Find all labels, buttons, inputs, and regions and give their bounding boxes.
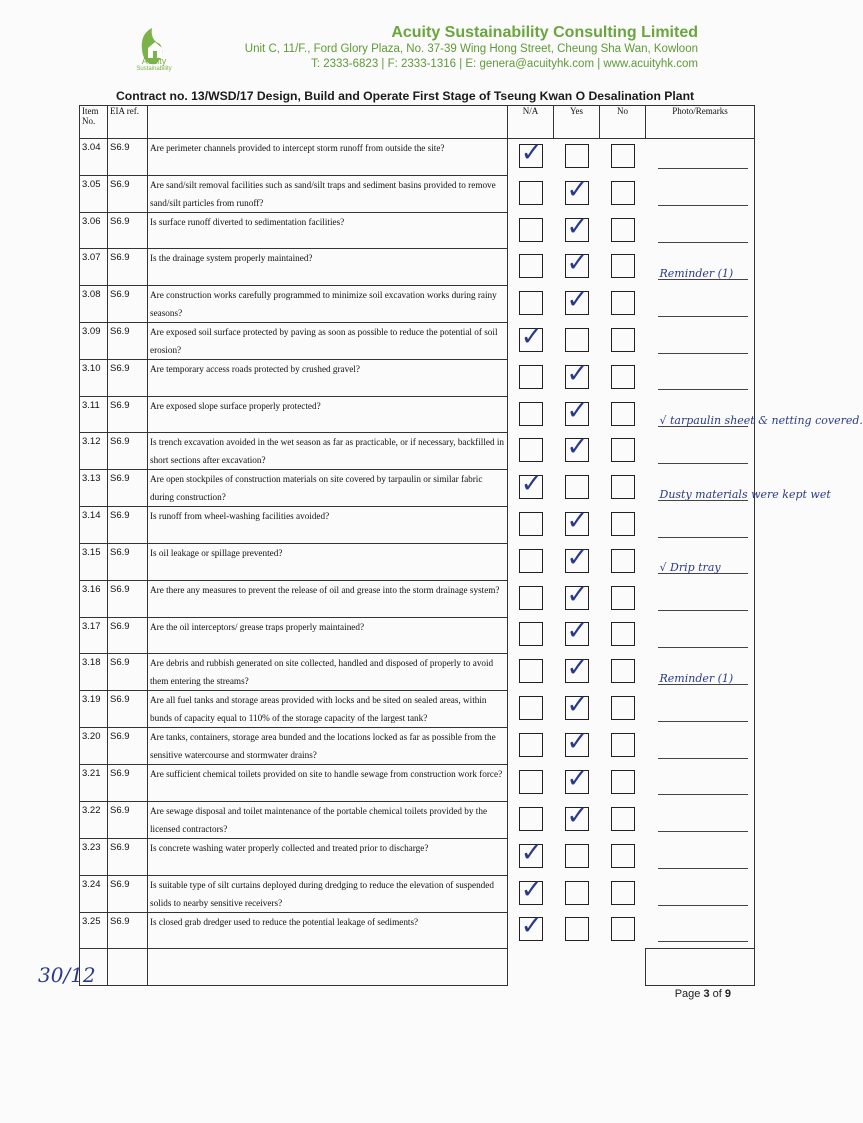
no-checkbox[interactable] — [611, 807, 635, 831]
remarks-cell — [646, 580, 755, 617]
yes-checkbox[interactable] — [565, 586, 589, 610]
item-number: 3.13 — [80, 470, 108, 507]
yes-checkbox[interactable] — [565, 144, 589, 168]
question-text: Is closed grab dredger used to reduce the potential leakage of sediments? — [148, 912, 508, 949]
remarks-line[interactable] — [658, 919, 749, 942]
na-checkbox-cell — [508, 396, 554, 433]
no-checkbox-cell — [600, 728, 646, 765]
table-row — [80, 175, 755, 212]
no-checkbox[interactable] — [611, 365, 635, 389]
yes-checkbox-cell — [554, 875, 600, 912]
eia-ref: S6.9 — [108, 801, 148, 838]
table-row — [80, 507, 755, 544]
question-text: Is the drainage system properly maintained? — [148, 249, 508, 286]
no-checkbox-cell — [600, 286, 646, 323]
question-text: Are perimeter channels provided to intercept storm runoff from outside the site? — [148, 139, 508, 176]
no-checkbox-cell — [600, 396, 646, 433]
yes-checkbox-cell — [554, 286, 600, 323]
no-checkbox-cell — [600, 912, 646, 949]
no-checkbox[interactable] — [611, 696, 635, 720]
table-row — [80, 396, 755, 433]
yes-checkbox-cell — [554, 691, 600, 728]
remarks-line[interactable] — [658, 441, 749, 464]
remarks-line[interactable] — [658, 883, 749, 906]
handwritten-remark: Reminder (1) — [659, 266, 734, 280]
item-number: 3.23 — [80, 838, 108, 875]
na-checkbox[interactable] — [519, 181, 543, 205]
no-checkbox-cell — [600, 249, 646, 286]
question-text: Is oil leakage or spillage prevented? — [148, 544, 508, 581]
question-text: Are exposed soil surface protected by paving as soon as possible to reduce the potential of soil erosion? — [148, 323, 508, 360]
no-checkbox[interactable] — [611, 144, 635, 168]
table-row — [80, 323, 755, 360]
na-checkbox[interactable] — [519, 512, 543, 536]
item-number: 3.21 — [80, 765, 108, 802]
question-text: Is suitable type of silt curtains deployed during dredging to reduce the elevation of suspended solids to nearby sensitive receivers? — [148, 875, 508, 912]
item-number: 3.10 — [80, 360, 108, 397]
remarks-cell — [646, 765, 755, 802]
question-text: Is runoff from wheel-washing facilities avoided? — [148, 507, 508, 544]
item-number: 3.17 — [80, 617, 108, 654]
item-number: 3.25 — [80, 912, 108, 949]
remarks-cell — [646, 396, 863, 433]
item-number: 3.08 — [80, 286, 108, 323]
question-text: Is trench excavation avoided in the wet season as far as practicable, or if necessary, backfilled in short sections after excavation? — [148, 433, 508, 470]
na-checkbox[interactable] — [519, 659, 543, 683]
table-row — [80, 691, 755, 728]
remarks-line[interactable] — [658, 551, 749, 574]
na-checkbox[interactable] — [519, 291, 543, 315]
na-checkbox-cell — [508, 875, 554, 912]
na-checkbox[interactable] — [519, 770, 543, 794]
no-checkbox[interactable] — [611, 218, 635, 242]
remarks-cell — [646, 654, 755, 691]
no-checkbox[interactable] — [611, 438, 635, 462]
eia-ref: S6.9 — [108, 617, 148, 654]
no-checkbox-cell — [600, 691, 646, 728]
yes-checkbox[interactable] — [565, 254, 589, 278]
remarks-cell — [646, 249, 755, 286]
remarks-cell — [646, 286, 755, 323]
yes-checkbox[interactable] — [565, 807, 589, 831]
col-na: N/A — [508, 106, 554, 139]
na-checkbox[interactable] — [519, 586, 543, 610]
no-checkbox-cell — [600, 838, 646, 875]
na-checkbox-cell — [508, 654, 554, 691]
eia-ref: S6.9 — [108, 728, 148, 765]
remarks-cell — [646, 212, 755, 249]
remarks-line[interactable] — [658, 625, 749, 648]
remarks-line[interactable] — [658, 367, 749, 390]
yes-checkbox[interactable] — [565, 622, 589, 646]
na-checkbox-cell — [508, 470, 554, 507]
table-row — [80, 212, 755, 249]
yes-checkbox-cell — [554, 470, 600, 507]
logo-text: Acuity Sustainability — [136, 56, 172, 72]
na-checkbox-cell — [508, 507, 554, 544]
na-checkbox[interactable] — [519, 622, 543, 646]
question-text: Are exposed slope surface properly protected? — [148, 396, 508, 433]
eia-ref: S6.9 — [108, 212, 148, 249]
yes-checkbox[interactable] — [565, 549, 589, 573]
no-checkbox-cell — [600, 617, 646, 654]
na-checkbox[interactable] — [519, 917, 543, 941]
remarks-line[interactable] — [658, 809, 749, 832]
yes-checkbox[interactable] — [565, 218, 589, 242]
eia-ref: S6.9 — [108, 580, 148, 617]
table-row — [80, 249, 755, 286]
no-checkbox[interactable] — [611, 181, 635, 205]
yes-checkbox[interactable] — [565, 659, 589, 683]
col-eia-ref: EIA ref. — [108, 106, 148, 139]
table-row — [80, 470, 755, 507]
company-header — [245, 24, 698, 72]
no-checkbox-cell — [600, 175, 646, 212]
spacer-cell — [600, 949, 646, 986]
no-checkbox[interactable] — [611, 328, 635, 352]
item-number: 3.05 — [80, 175, 108, 212]
yes-checkbox[interactable] — [565, 881, 589, 905]
item-number: 3.06 — [80, 212, 108, 249]
col-no: No — [600, 106, 646, 139]
eia-ref: S6.9 — [108, 875, 148, 912]
yes-checkbox[interactable] — [565, 917, 589, 941]
spacer-cell — [508, 949, 554, 986]
col-yes: Yes — [554, 106, 600, 139]
remarks-line[interactable] — [658, 257, 749, 280]
no-checkbox[interactable] — [611, 917, 635, 941]
item-number: 3.19 — [80, 691, 108, 728]
question-text: Are debris and rubbish generated on site collected, handled and disposed of properly to avoid them entering the streams? — [148, 654, 508, 691]
na-checkbox[interactable] — [519, 438, 543, 462]
eia-ref: S6.9 — [108, 175, 148, 212]
company-contact: T: 2333-6823 | F: 2333-1316 | E: genera@acuityhk.com | www.acuityhk.com — [311, 58, 698, 70]
na-checkbox-cell — [508, 360, 554, 397]
remarks-cell — [646, 175, 755, 212]
yes-checkbox-cell — [554, 249, 600, 286]
remarks-cell — [646, 507, 755, 544]
table-row — [80, 544, 755, 581]
remarks-cell — [646, 838, 755, 875]
company-name: Acuity Sustainability Consulting Limited — [391, 24, 698, 41]
table-row — [80, 765, 755, 802]
no-checkbox-cell — [600, 433, 646, 470]
remarks-line[interactable] — [658, 588, 749, 611]
no-checkbox[interactable] — [611, 291, 635, 315]
yes-checkbox[interactable] — [565, 291, 589, 315]
item-number: 3.15 — [80, 544, 108, 581]
yes-checkbox[interactable] — [565, 328, 589, 352]
yes-checkbox-cell — [554, 654, 600, 691]
table-row — [80, 912, 755, 949]
table-row — [80, 580, 755, 617]
yes-checkbox-cell — [554, 507, 600, 544]
na-checkbox[interactable] — [519, 733, 543, 757]
table-row — [80, 838, 755, 875]
table-row — [80, 801, 755, 838]
table-row — [80, 617, 755, 654]
no-checkbox-cell — [600, 323, 646, 360]
item-number: 3.12 — [80, 433, 108, 470]
eia-ref: S6.9 — [108, 838, 148, 875]
eia-ref: S6.9 — [108, 433, 148, 470]
na-checkbox[interactable] — [519, 549, 543, 573]
question-text: Are sewage disposal and toilet maintenance of the portable chemical toilets provided by the licensed contractors? — [148, 801, 508, 838]
no-checkbox[interactable] — [611, 475, 635, 499]
item-number: 3.24 — [80, 875, 108, 912]
question-text: Are all fuel tanks and storage areas provided with locks and be sited on sealed areas, within bunds of capacity equal to 110% of the storage capacity of the largest tank? — [148, 691, 508, 728]
eia-ref: S6.9 — [108, 912, 148, 949]
remarks-line[interactable] — [658, 294, 749, 317]
remarks-cell — [646, 728, 755, 765]
no-checkbox-cell — [600, 544, 646, 581]
remarks-cell — [646, 323, 755, 360]
yes-checkbox-cell — [554, 912, 600, 949]
na-checkbox[interactable] — [519, 144, 543, 168]
remarks-line[interactable] — [658, 736, 749, 759]
eia-ref: S6.9 — [108, 360, 148, 397]
no-checkbox[interactable] — [611, 254, 635, 278]
yes-checkbox-cell — [554, 544, 600, 581]
yes-checkbox[interactable] — [565, 696, 589, 720]
yes-checkbox-cell — [554, 728, 600, 765]
remarks-line[interactable] — [658, 662, 749, 685]
eia-ref: S6.9 — [108, 765, 148, 802]
na-checkbox[interactable] — [519, 402, 543, 426]
remarks-line[interactable] — [658, 515, 749, 538]
question-text: Is concrete washing water properly collected and treated prior to discharge? — [148, 838, 508, 875]
yes-checkbox-cell — [554, 617, 600, 654]
yes-checkbox[interactable] — [565, 438, 589, 462]
remarks-line[interactable] — [658, 699, 749, 722]
remarks-cell — [646, 360, 755, 397]
na-checkbox[interactable] — [519, 328, 543, 352]
na-checkbox-cell — [508, 728, 554, 765]
na-checkbox[interactable] — [519, 696, 543, 720]
remarks-cell — [646, 544, 755, 581]
yes-checkbox[interactable] — [565, 733, 589, 757]
eia-ref: S6.9 — [108, 396, 148, 433]
na-checkbox-cell — [508, 838, 554, 875]
handwritten-remark: √ tarpaulin sheet & netting covered. — [659, 413, 863, 427]
item-number: 3.16 — [80, 580, 108, 617]
checklist-table — [79, 105, 863, 986]
na-checkbox[interactable] — [519, 365, 543, 389]
item-number: 3.07 — [80, 249, 108, 286]
remarks-line[interactable] — [658, 183, 749, 206]
no-checkbox-cell — [600, 470, 646, 507]
na-checkbox[interactable] — [519, 844, 543, 868]
yes-checkbox-cell — [554, 323, 600, 360]
table-row — [80, 360, 755, 397]
na-checkbox-cell — [508, 691, 554, 728]
na-checkbox-cell — [508, 249, 554, 286]
remarks-cell — [646, 139, 755, 176]
question-text: Are open stockpiles of construction materials on site covered by tarpaulin or similar fabric during construction? — [148, 470, 508, 507]
yes-checkbox-cell — [554, 139, 600, 176]
remarks-cell — [646, 801, 755, 838]
remarks-cell — [646, 617, 755, 654]
remarks-cell — [646, 691, 755, 728]
table-row — [80, 286, 755, 323]
remarks-line[interactable] — [658, 331, 749, 354]
table-spacer-row — [80, 949, 755, 986]
no-checkbox[interactable] — [611, 622, 635, 646]
no-checkbox-cell — [600, 875, 646, 912]
na-checkbox-cell — [508, 212, 554, 249]
na-checkbox-cell — [508, 433, 554, 470]
eia-ref: S6.9 — [108, 286, 148, 323]
table-row — [80, 139, 755, 176]
yes-checkbox-cell — [554, 801, 600, 838]
yes-checkbox-cell — [554, 396, 600, 433]
no-checkbox[interactable] — [611, 844, 635, 868]
na-checkbox[interactable] — [519, 881, 543, 905]
eia-ref: S6.9 — [108, 544, 148, 581]
yes-checkbox-cell — [554, 360, 600, 397]
yes-checkbox[interactable] — [565, 512, 589, 536]
no-checkbox[interactable] — [611, 512, 635, 536]
spacer-cell — [646, 949, 755, 986]
na-checkbox-cell — [508, 286, 554, 323]
na-checkbox-cell — [508, 912, 554, 949]
remarks-cell — [646, 433, 755, 470]
question-text: Are the oil interceptors/ grease traps properly maintained? — [148, 617, 508, 654]
question-text: Are tanks, containers, storage area bunded and the locations locked as far as possible from the sensitive watercourse and stormwater drains? — [148, 728, 508, 765]
na-checkbox[interactable] — [519, 218, 543, 242]
remarks-cell — [646, 875, 755, 912]
na-checkbox-cell — [508, 801, 554, 838]
remarks-line[interactable] — [658, 404, 863, 427]
remarks-cell — [646, 470, 831, 507]
question-text: Is surface runoff diverted to sedimentation facilities? — [148, 212, 508, 249]
table-header-row — [80, 106, 755, 139]
handwritten-date: 30/12 — [38, 963, 96, 987]
eia-ref: S6.9 — [108, 249, 148, 286]
spacer-cell — [108, 949, 148, 986]
question-text: Are sand/silt removal facilities such as sand/silt traps and sediment basins provided to remove sand/silt particles from runoff? — [148, 175, 508, 212]
remarks-line[interactable] — [658, 146, 749, 169]
eia-ref: S6.9 — [108, 507, 148, 544]
question-text: Are temporary access roads protected by crushed gravel? — [148, 360, 508, 397]
col-item: Item No. — [80, 106, 108, 139]
yes-checkbox-cell — [554, 433, 600, 470]
na-checkbox-cell — [508, 617, 554, 654]
no-checkbox-cell — [600, 507, 646, 544]
yes-checkbox-cell — [554, 580, 600, 617]
no-checkbox[interactable] — [611, 402, 635, 426]
yes-checkbox[interactable] — [565, 475, 589, 499]
na-checkbox[interactable] — [519, 807, 543, 831]
na-checkbox[interactable] — [519, 475, 543, 499]
handwritten-remark: Reminder (1) — [659, 671, 734, 685]
item-number: 3.14 — [80, 507, 108, 544]
remarks-line[interactable] — [658, 772, 749, 795]
no-checkbox[interactable] — [611, 659, 635, 683]
no-checkbox-cell — [600, 360, 646, 397]
table-row — [80, 875, 755, 912]
yes-checkbox-cell — [554, 765, 600, 802]
no-checkbox-cell — [600, 801, 646, 838]
yes-checkbox-cell — [554, 838, 600, 875]
no-checkbox[interactable] — [611, 549, 635, 573]
eia-ref: S6.9 — [108, 654, 148, 691]
yes-checkbox[interactable] — [565, 770, 589, 794]
eia-ref: S6.9 — [108, 470, 148, 507]
question-text: Are sufficient chemical toilets provided on site to handle sewage from construction work force? — [148, 765, 508, 802]
item-number: 3.04 — [80, 139, 108, 176]
no-checkbox-cell — [600, 765, 646, 802]
spacer-cell — [148, 949, 508, 986]
item-number: 3.09 — [80, 323, 108, 360]
handwritten-remark: Dusty materials were kept wet — [659, 487, 831, 501]
yes-checkbox-cell — [554, 175, 600, 212]
no-checkbox[interactable] — [611, 733, 635, 757]
table-row — [80, 728, 755, 765]
eia-ref: S6.9 — [108, 139, 148, 176]
remarks-line[interactable] — [658, 220, 749, 243]
na-checkbox-cell — [508, 139, 554, 176]
no-checkbox-cell — [600, 139, 646, 176]
item-number: 3.11 — [80, 396, 108, 433]
remarks-line[interactable] — [658, 846, 749, 869]
remarks-line[interactable] — [658, 478, 831, 501]
eia-ref: S6.9 — [108, 323, 148, 360]
yes-checkbox-cell — [554, 212, 600, 249]
yes-checkbox[interactable] — [565, 844, 589, 868]
yes-checkbox[interactable] — [565, 402, 589, 426]
yes-checkbox[interactable] — [565, 181, 589, 205]
na-checkbox-cell — [508, 544, 554, 581]
na-checkbox-cell — [508, 175, 554, 212]
company-address: Unit C, 11/F., Ford Glory Plaza, No. 37-39 Wing Hong Street, Cheung Sha Wan, Kowloon — [244, 43, 698, 55]
item-number: 3.22 — [80, 801, 108, 838]
col-question — [148, 106, 508, 139]
no-checkbox[interactable] — [611, 881, 635, 905]
na-checkbox-cell — [508, 580, 554, 617]
handwritten-remark: √ Drip tray — [659, 561, 721, 575]
remarks-cell — [646, 912, 755, 949]
page-number: Page 3 of 9 — [674, 988, 731, 1000]
na-checkbox-cell — [508, 765, 554, 802]
table-row — [80, 433, 755, 470]
na-checkbox-cell — [508, 323, 554, 360]
no-checkbox[interactable] — [611, 770, 635, 794]
na-checkbox[interactable] — [519, 254, 543, 278]
contract-title: Contract no. 13/WSD/17 Design, Build and Operate First Stage of Tseung Kwan O Desalination Plant — [116, 89, 695, 103]
table-row — [80, 654, 755, 691]
question-text: Are construction works carefully programmed to minimize soil excavation works during rainy seasons? — [148, 286, 508, 323]
no-checkbox-cell — [600, 580, 646, 617]
yes-checkbox[interactable] — [565, 365, 589, 389]
no-checkbox-cell — [600, 654, 646, 691]
item-number: 3.20 — [80, 728, 108, 765]
col-remarks: Photo/Remarks — [646, 106, 755, 139]
item-number: 3.18 — [80, 654, 108, 691]
no-checkbox-cell — [600, 212, 646, 249]
question-text: Are there any measures to prevent the release of oil and grease into the storm drainage system? — [148, 580, 508, 617]
no-checkbox[interactable] — [611, 586, 635, 610]
eia-ref: S6.9 — [108, 691, 148, 728]
spacer-cell — [554, 949, 600, 986]
